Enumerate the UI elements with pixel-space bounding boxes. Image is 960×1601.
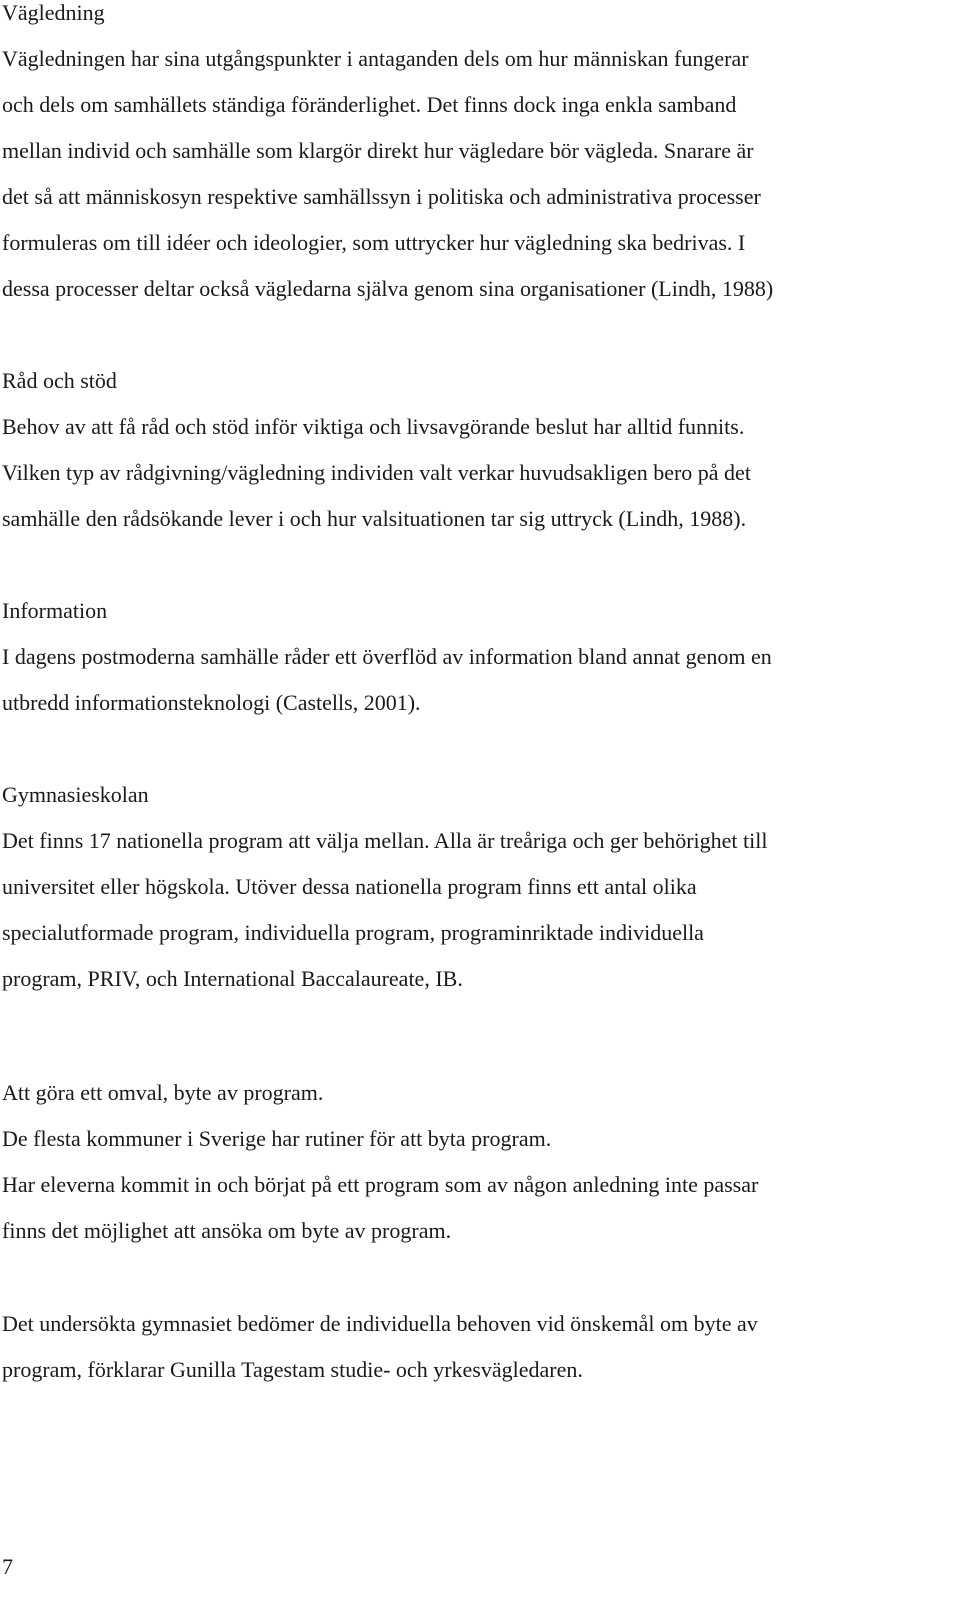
section-heading: Information xyxy=(2,598,108,623)
section-heading: Gymnasieskolan xyxy=(2,782,149,807)
body-line: specialutformade program, individuella program, programinriktade individuella xyxy=(2,920,704,945)
section-heading: Råd och stöd xyxy=(2,368,117,393)
body-line: samhälle den rådsökande lever i och hur valsituationen tar sig uttryck (Lindh, 1988). xyxy=(2,506,747,531)
body-line: Det undersökta gymnasiet bedömer de individuella behoven vid önskemål om byte av xyxy=(2,1311,758,1336)
page-number: 7 xyxy=(2,1554,13,1579)
body-line: dessa processer deltar också vägledarna själva genom sina organisationer (Lindh, 1988) xyxy=(2,276,774,301)
body-line: och dels om samhällets ständiga föränderlighet. Det finns dock inga enkla samband xyxy=(2,92,737,117)
body-line: Behov av att få råd och stöd inför viktiga och livsavgörande beslut har alltid funnits. xyxy=(2,414,745,439)
body-line: utbredd informationsteknologi (Castells, 2001). xyxy=(2,690,421,715)
section-heading: Vägledning xyxy=(2,0,105,25)
body-line: det så att människosyn respektive samhällssyn i politiska och administrativa processer xyxy=(2,184,761,209)
body-line: program, förklarar Gunilla Tagestam studie- och yrkesvägledaren. xyxy=(2,1357,583,1382)
body-line: program, PRIV, och International Baccalaureate, IB. xyxy=(2,966,463,991)
body-line: formuleras om till idéer och ideologier, som uttrycker hur vägledning ska bedrivas. I xyxy=(2,230,746,255)
body-line: I dagens postmoderna samhälle råder ett överflöd av information bland annat genom en xyxy=(2,644,772,669)
body-line: finns det möjlighet att ansöka om byte av program. xyxy=(2,1218,452,1243)
body-line: Vilken typ av rådgivning/vägledning individen valt verkar huvudsakligen bero på det xyxy=(2,460,751,485)
body-line: Har eleverna kommit in och börjat på ett program som av någon anledning inte passar xyxy=(2,1172,759,1197)
body-line: Vägledningen har sina utgångspunkter i antaganden dels om hur människan fungerar xyxy=(2,46,749,71)
body-line: universitet eller högskola. Utöver dessa nationella program finns ett antal olika xyxy=(2,874,697,899)
body-line: mellan individ och samhälle som klargör direkt hur vägledare bör vägleda. Snarare är xyxy=(2,138,754,163)
section-heading: Att göra ett omval, byte av program. xyxy=(2,1080,324,1105)
body-line: De flesta kommuner i Sverige har rutiner för att byta program. xyxy=(2,1126,552,1151)
body-line: Det finns 17 nationella program att välja mellan. Alla är treåriga och ger behörighet till xyxy=(2,828,768,853)
